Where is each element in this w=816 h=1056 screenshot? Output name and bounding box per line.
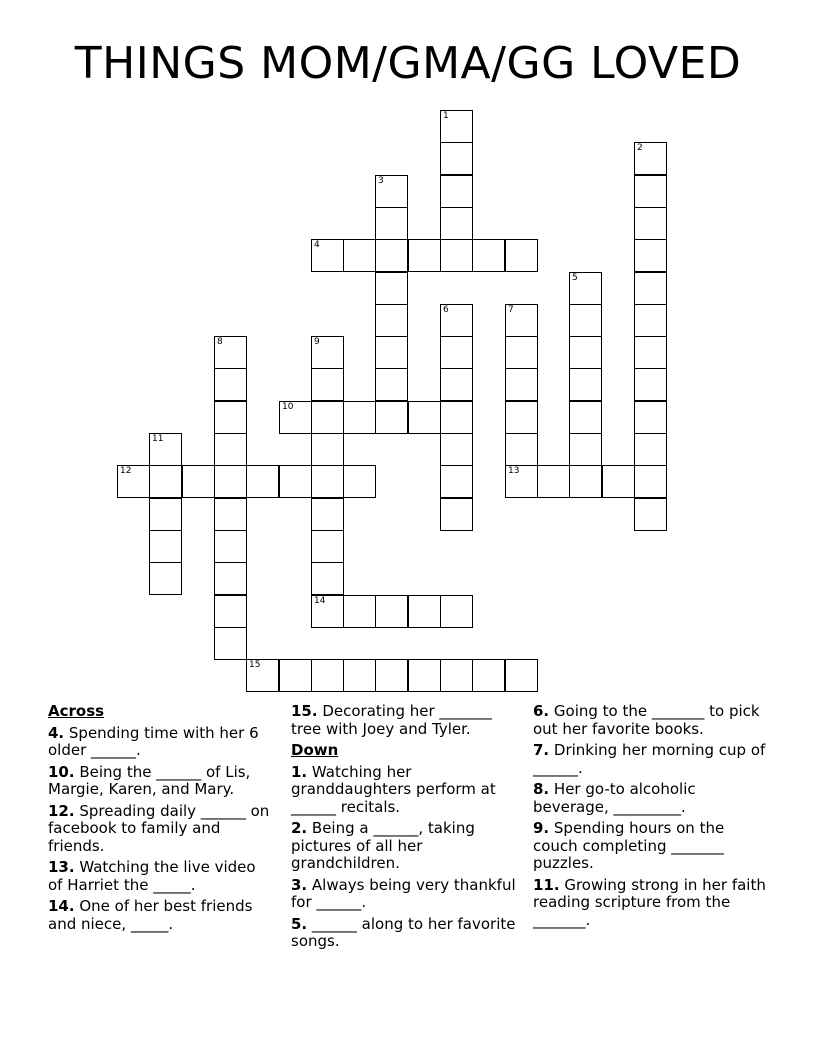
clue-number: 13 <box>508 466 520 476</box>
clue-number: 3 <box>378 176 384 186</box>
grid-cell[interactable] <box>182 465 215 498</box>
grid-cell[interactable] <box>311 433 344 466</box>
clue-down-1: 1. Watching her granddaughters perform at ______ recitals. <box>291 762 496 816</box>
grid-cell[interactable] <box>634 401 667 434</box>
grid-cell[interactable] <box>569 272 602 305</box>
clue-number: 10 <box>282 402 294 412</box>
clue-down-5: 5. ______ along to her favorite songs. <box>291 914 516 950</box>
clue-down-11: 11. Growing strong in her faith reading scripture from the _______. <box>533 875 766 929</box>
clue-number: 1 <box>443 111 449 121</box>
grid-cell[interactable] <box>440 401 473 434</box>
grid-cell[interactable] <box>214 336 247 369</box>
clue-down-3: 3. Always being very thankful for ______. <box>291 875 516 911</box>
grid-cell[interactable] <box>569 465 602 498</box>
grid-cell[interactable] <box>440 498 473 531</box>
grid-cell[interactable] <box>569 433 602 466</box>
grid-cell[interactable] <box>214 498 247 531</box>
grid-cell[interactable] <box>214 562 247 595</box>
grid-cell[interactable] <box>375 368 408 401</box>
grid-cell[interactable] <box>311 562 344 595</box>
grid-cell[interactable] <box>569 368 602 401</box>
grid-cell[interactable] <box>375 207 408 240</box>
grid-cell[interactable] <box>440 465 473 498</box>
page-title: THINGS MOM/GMA/GG LOVED <box>74 38 742 89</box>
grid-cell[interactable] <box>634 207 667 240</box>
grid-cell[interactable] <box>311 659 344 692</box>
grid-cell[interactable] <box>375 401 408 434</box>
clue-across-13: 13. Watching the live video of Harriet the _____. <box>48 858 256 894</box>
grid-cell[interactable] <box>440 175 473 208</box>
grid-cell[interactable] <box>279 465 312 498</box>
grid-cell[interactable] <box>440 142 473 175</box>
grid-cell[interactable] <box>634 498 667 531</box>
clue-down-9: 9. Spending hours on the couch completing _______ puzzles. <box>533 819 725 872</box>
grid-cell[interactable] <box>472 239 505 272</box>
grid-cell[interactable] <box>440 368 473 401</box>
grid-cell[interactable] <box>634 175 667 208</box>
grid-cell[interactable] <box>408 401 441 434</box>
grid-cell[interactable] <box>214 401 247 434</box>
grid-cell[interactable] <box>375 336 408 369</box>
grid-cell[interactable] <box>440 659 473 692</box>
grid-cell[interactable] <box>149 433 182 466</box>
clue-number: 4 <box>314 240 320 250</box>
grid-cell[interactable] <box>634 433 667 466</box>
grid-cell[interactable] <box>149 465 182 498</box>
grid-cell[interactable] <box>375 272 408 305</box>
grid-cell[interactable] <box>375 239 408 272</box>
down-heading: Down <box>291 741 339 759</box>
clue-number: 5 <box>572 273 578 283</box>
grid-cell[interactable] <box>375 175 408 208</box>
grid-cell[interactable] <box>634 336 667 369</box>
grid-cell[interactable] <box>408 595 441 628</box>
grid-cell[interactable] <box>311 401 344 434</box>
grid-cell[interactable] <box>375 595 408 628</box>
grid-cell[interactable] <box>246 465 279 498</box>
grid-cell[interactable] <box>214 530 247 563</box>
grid-cell[interactable] <box>311 595 344 628</box>
grid-cell[interactable] <box>311 498 344 531</box>
grid-cell[interactable] <box>311 368 344 401</box>
grid-cell[interactable] <box>505 368 538 401</box>
grid-cell[interactable] <box>149 530 182 563</box>
clue-number: 15 <box>249 660 261 670</box>
clue-column-2 <box>291 703 519 955</box>
grid-cell[interactable] <box>634 304 667 337</box>
across-column-1 <box>48 703 273 937</box>
clue-number: 11 <box>152 434 164 444</box>
grid-cell[interactable] <box>117 465 150 498</box>
clue-down-6: 6. Going to the _______ to pick out her favorite books. <box>533 702 760 738</box>
clue-across-14: 14. One of her best friends and niece, _____. <box>48 897 253 933</box>
grid-cell[interactable] <box>214 368 247 401</box>
clue-down-8: 8. Her go-to alcoholic beverage, _________. <box>533 780 696 816</box>
grid-cell[interactable] <box>634 465 667 498</box>
grid-cell[interactable] <box>634 142 667 175</box>
clue-number: 9 <box>314 337 320 347</box>
grid-cell[interactable] <box>634 272 667 305</box>
grid-cell[interactable] <box>214 595 247 628</box>
clue-down-2: 2. Being a ______, taking pictures of all her grandchildren. <box>291 819 475 872</box>
clue-across-15: 15. Decorating her _______ tree with Joey and Tyler. <box>291 702 492 738</box>
grid-cell[interactable] <box>440 239 473 272</box>
grid-cell[interactable] <box>343 595 376 628</box>
clue-across-12: 12. Spreading daily ______ on facebook to family and friends. <box>48 801 270 855</box>
grid-cell[interactable] <box>634 368 667 401</box>
grid-cell[interactable] <box>537 465 570 498</box>
grid-cell[interactable] <box>214 627 247 660</box>
grid-cell[interactable] <box>214 433 247 466</box>
grid-cell[interactable] <box>311 336 344 369</box>
grid-cell[interactable] <box>440 336 473 369</box>
clue-number: 8 <box>217 337 223 347</box>
clue-column-3 <box>533 703 768 933</box>
clue-number: 12 <box>120 466 132 476</box>
across-heading: Across <box>48 702 105 720</box>
grid-cell[interactable] <box>505 239 538 272</box>
grid-cell[interactable] <box>505 659 538 692</box>
grid-cell[interactable] <box>343 465 376 498</box>
grid-cell[interactable] <box>440 304 473 337</box>
grid-cell[interactable] <box>440 207 473 240</box>
grid-cell[interactable] <box>440 110 473 143</box>
grid-cell[interactable] <box>311 530 344 563</box>
grid-cell[interactable] <box>279 401 312 434</box>
grid-cell[interactable] <box>505 433 538 466</box>
clue-number: 6 <box>443 305 449 315</box>
grid-cell[interactable] <box>149 498 182 531</box>
grid-cell[interactable] <box>246 659 279 692</box>
grid-cell[interactable] <box>311 465 344 498</box>
grid-cell[interactable] <box>602 465 635 498</box>
clue-number: 14 <box>314 596 326 606</box>
grid-cell[interactable] <box>149 562 182 595</box>
grid-cell[interactable] <box>505 401 538 434</box>
grid-cell[interactable] <box>634 239 667 272</box>
grid-cell[interactable] <box>505 304 538 337</box>
grid-cell[interactable] <box>343 659 376 692</box>
grid-cell[interactable] <box>505 336 538 369</box>
grid-cell[interactable] <box>505 465 538 498</box>
clue-number: 2 <box>637 143 643 153</box>
grid-cell[interactable] <box>569 336 602 369</box>
grid-cell[interactable] <box>408 659 441 692</box>
grid-cell[interactable] <box>472 659 505 692</box>
grid-cell[interactable] <box>569 401 602 434</box>
clue-down-7: 7. Drinking her morning cup of ______. <box>533 741 766 777</box>
grid-cell[interactable] <box>214 465 247 498</box>
grid-cell[interactable] <box>343 401 376 434</box>
grid-cell[interactable] <box>375 304 408 337</box>
clue-across-4: 4. Spending time with her 6 older ______. <box>48 723 259 759</box>
grid-cell[interactable] <box>343 239 376 272</box>
grid-cell[interactable] <box>375 659 408 692</box>
grid-cell[interactable] <box>279 659 312 692</box>
clue-across-10: 10. Being the ______ of Lis, Margie, Karen, and Mary. <box>48 762 251 798</box>
grid-cell[interactable] <box>440 433 473 466</box>
clue-number: 7 <box>508 305 514 315</box>
grid-cell[interactable] <box>408 239 441 272</box>
grid-cell[interactable] <box>440 595 473 628</box>
grid-cell[interactable] <box>569 304 602 337</box>
grid-cell[interactable] <box>311 239 344 272</box>
